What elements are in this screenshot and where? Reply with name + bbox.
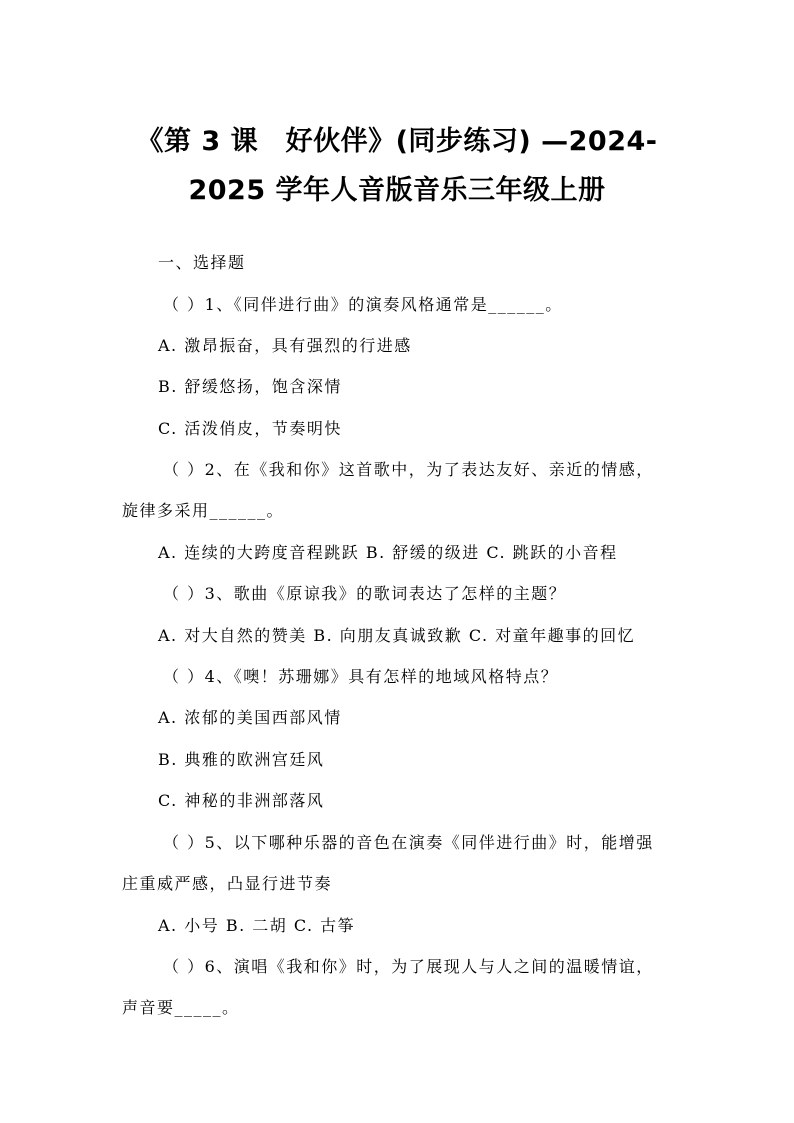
question-4-option-a: A. 浓郁的美国西部风情 <box>158 708 342 727</box>
question-2-options: A. 连续的大跨度音程跳跃 B. 舒缓的级进 C. 跳跃的小音程 <box>158 543 618 562</box>
question-4-stem: （ ）4、《噢！苏珊娜》具有怎样的地域风格特点？ <box>163 667 559 686</box>
document-title-line-1: 《第 3 课 好伙伴》(同步练习) —2024- <box>136 126 658 157</box>
question-3-options: A. 对大自然的赞美 B. 向朋友真诚致歉 C. 对童年趣事的回忆 <box>158 626 636 645</box>
question-5-options: A. 小号 B. 二胡 C. 古筝 <box>158 916 356 935</box>
question-2-stem-line-1: （ ）2、在《我和你》这首歌中，为了表达友好、亲近的情感， <box>163 460 654 479</box>
question-5-stem-line-1: （ ）5、以下哪种乐器的音色在演奏《同伴进行曲》时，能增强 <box>163 833 654 852</box>
question-6-stem-line-1: （ ）6、演唱《我和你》时，为了展现人与人之间的温暖情谊， <box>163 957 654 976</box>
question-4-option-b: B. 典雅的欧洲宫廷风 <box>158 750 325 769</box>
question-5-stem-line-2: 庄重威严感，凸显行进节奏 <box>122 874 333 893</box>
question-3-stem: （ ）3、歌曲《原谅我》的歌词表达了怎样的主题？ <box>163 584 567 603</box>
question-1-option-c: C. 活泼俏皮，节奏明快 <box>158 419 342 438</box>
question-6-stem-line-2: 声音要_____。 <box>122 998 240 1017</box>
question-1-option-a: A. 激昂振奋，具有强烈的行进感 <box>158 336 412 355</box>
question-2-stem-line-2: 旋律多采用______。 <box>122 501 285 520</box>
document-title-line-2: 2025 学年人音版音乐三年级上册 <box>188 175 606 206</box>
question-1-option-b: B. 舒缓悠扬，饱含深情 <box>158 377 342 396</box>
section-heading: 一、选择题 <box>158 253 246 272</box>
question-4-option-c: C. 神秘的非洲部落风 <box>158 791 325 810</box>
question-1-stem: （ ）1、《同伴进行曲》的演奏风格通常是______。 <box>163 295 563 314</box>
